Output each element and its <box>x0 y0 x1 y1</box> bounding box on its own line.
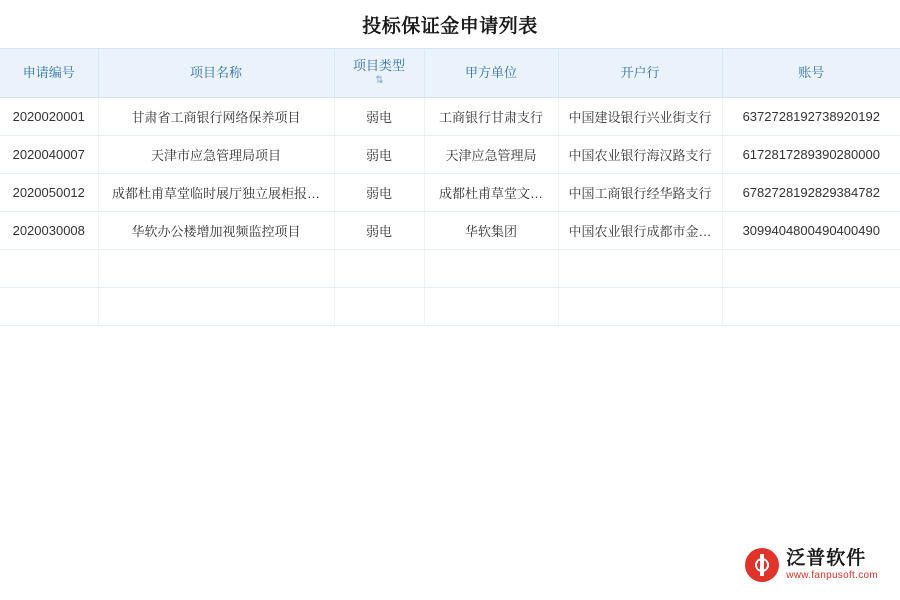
table-row[interactable] <box>0 136 900 174</box>
cell-empty <box>0 250 98 288</box>
cell-empty <box>558 288 722 326</box>
cell-party-a: 成都杜甫草堂文… <box>424 174 558 212</box>
cell-empty <box>424 250 558 288</box>
cell-project-name[interactable]: 甘肃省工商银行网络保养项目 <box>98 98 334 136</box>
column-header-party-a[interactable] <box>424 49 558 98</box>
cell-account: 6372728192738920192 <box>722 98 900 136</box>
cell-party-a: 工商银行甘肃支行 <box>424 98 558 136</box>
cell-project-name[interactable]: 天津市应急管理局项目 <box>98 136 334 174</box>
table-empty-row <box>0 250 900 288</box>
cell-account: 6782728192829384782 <box>722 174 900 212</box>
brand-logo <box>745 548 878 582</box>
cell-empty <box>98 250 334 288</box>
cell-empty <box>558 250 722 288</box>
cell-application-code[interactable]: 2020050012 <box>0 174 98 212</box>
cell-bank: 中国农业银行海汉路支行 <box>558 136 722 174</box>
column-label: 账号 <box>798 64 825 80</box>
column-header-account[interactable] <box>722 49 900 98</box>
brand-url: www.fanpusoft.com <box>786 569 878 581</box>
cell-account: 3099404800490400490 <box>722 212 900 250</box>
cell-party-a: 天津应急管理局 <box>424 136 558 174</box>
table-row[interactable] <box>0 212 900 250</box>
cell-bank: 中国农业银行成都市金… <box>558 212 722 250</box>
cell-project-type: 弱电 <box>334 98 424 136</box>
column-header-application-code[interactable] <box>0 49 98 98</box>
cell-application-code[interactable]: 2020020001 <box>0 98 98 136</box>
column-label: 项目类型 <box>352 58 405 74</box>
table-empty-row <box>0 288 900 326</box>
cell-project-name[interactable]: 华软办公楼增加视频监控项目 <box>98 212 334 250</box>
table-header-row <box>0 49 900 98</box>
cell-project-type: 弱电 <box>334 212 424 250</box>
column-header-project-name[interactable] <box>98 49 334 98</box>
column-label: 项目名称 <box>189 64 242 80</box>
page-title: 投标保证金申请列表 <box>362 16 538 37</box>
column-header-bank[interactable] <box>558 49 722 98</box>
column-label: 申请编号 <box>22 64 75 80</box>
table-row[interactable] <box>0 98 900 136</box>
cell-empty <box>424 288 558 326</box>
cell-party-a: 华软集团 <box>424 212 558 250</box>
sort-icon[interactable]: ⇅ <box>375 75 383 87</box>
brand-name: 泛普软件 <box>786 548 867 570</box>
cell-application-code[interactable]: 2020030008 <box>0 212 98 250</box>
cell-empty <box>0 288 98 326</box>
brand-text <box>786 549 878 581</box>
cell-application-code[interactable]: 2020040007 <box>0 136 98 174</box>
column-header-project-type[interactable] <box>334 49 424 98</box>
cell-empty <box>334 288 424 326</box>
cell-empty <box>722 288 900 326</box>
cell-empty <box>334 250 424 288</box>
cell-project-name[interactable]: 成都杜甫草堂临时展厅独立展柜报… <box>98 174 334 212</box>
column-label: 开户行 <box>620 64 660 80</box>
cell-bank: 中国建设银行兴业街支行 <box>558 98 722 136</box>
cell-bank: 中国工商银行经华路支行 <box>558 174 722 212</box>
bid-deposit-application-table <box>0 48 900 326</box>
data-grid <box>0 48 900 326</box>
cell-empty <box>722 250 900 288</box>
globe-icon <box>745 548 779 582</box>
cell-project-type: 弱电 <box>334 174 424 212</box>
table-row[interactable] <box>0 174 900 212</box>
column-label: 甲方单位 <box>464 64 517 80</box>
cell-project-type: 弱电 <box>334 136 424 174</box>
cell-account: 6172817289390280000 <box>722 136 900 174</box>
cell-empty <box>98 288 334 326</box>
